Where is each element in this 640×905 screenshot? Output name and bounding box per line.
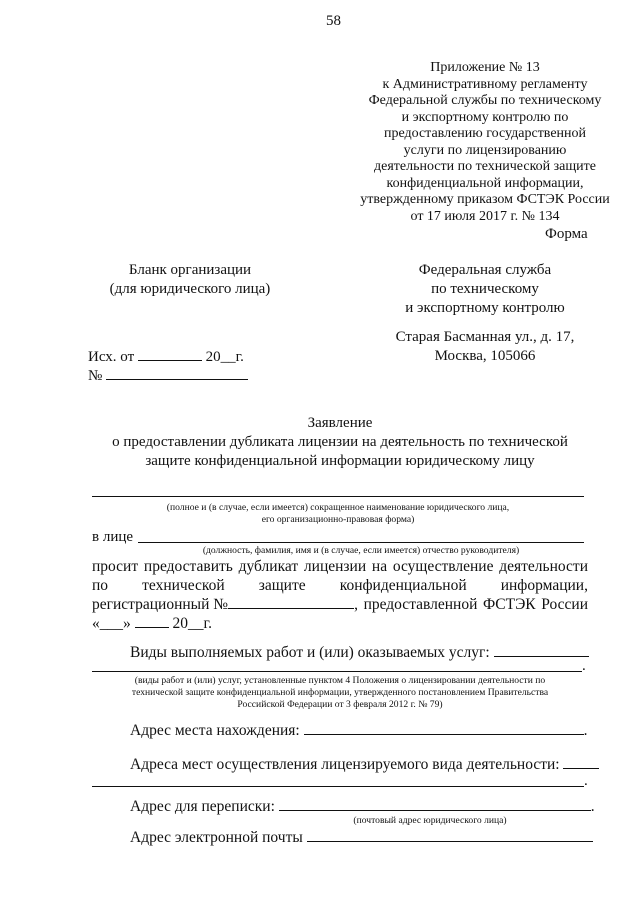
appendix-line: предоставлению государственной	[383, 126, 587, 141]
recipient-line: и экспортному контролю	[405, 300, 565, 316]
request-line2	[92, 576, 588, 595]
page-number: 58	[326, 13, 341, 29]
recipient-address-line: Москва, 105066	[434, 348, 536, 364]
date-month-field[interactable]	[135, 614, 169, 628]
reg-number-label: регистрационный №	[92, 596, 229, 613]
appendix-block	[340, 60, 630, 225]
caption-line: (виды работ и (или) услуг, установленные пунктом 4 Положения о лицензировании деятельности по	[134, 675, 546, 686]
recipient-block	[380, 261, 590, 366]
appendix-line: Федеральной службы по техническому	[368, 93, 602, 108]
title-line1: Заявление	[307, 415, 373, 431]
in-person-field[interactable]	[138, 542, 584, 543]
outgoing-number-prefix: №	[88, 368, 103, 384]
mail-row: Адрес для переписки: .	[130, 798, 595, 815]
recipient-address-line: Старая Басманная ул., д. 17,	[395, 329, 575, 345]
request-word: защите	[258, 577, 306, 594]
in-person-label: в лице	[92, 529, 134, 545]
location-label: Адрес места нахождения:	[130, 722, 300, 739]
date-year: 20__г.	[172, 615, 212, 632]
appendix-line: и экспортному контролю по	[401, 109, 569, 125]
caption-line: Российской Федерации от 3 февраля 2012 г. № 79)	[237, 699, 443, 710]
caption-line: его организационно-правовая форма)	[261, 514, 415, 525]
activity-row	[130, 755, 599, 774]
recipient-line: Федеральная служба	[418, 262, 552, 278]
outgoing-ref	[88, 347, 244, 367]
caption-line: (полное и (в случае, если имеется) сокращенное наименование юридического лица,	[166, 502, 510, 513]
request-line3-tail: , предоставленной ФСТЭК России	[354, 596, 588, 613]
request-word: технической	[142, 577, 225, 594]
title-line2: о предоставлении дубликата лицензии на деятельность по технической	[112, 434, 568, 450]
recipient-line: по техническому	[431, 281, 539, 297]
outgoing-date-field[interactable]	[138, 347, 202, 361]
location-row: Адрес места нахождения: .	[130, 722, 588, 739]
outgoing-year: 20__г.	[205, 349, 244, 365]
appendix-line: утвержденному приказом ФСТЭК России	[360, 192, 610, 207]
email-field[interactable]	[307, 828, 593, 842]
appendix-line: к Административному регламенту	[382, 76, 588, 92]
mail-label: Адрес для переписки:	[130, 798, 275, 815]
in-person-caption: (должность, фамилия, имя и (в случае, если имеется) отчество руководителя)	[202, 545, 520, 556]
org-blank	[85, 261, 295, 299]
outgoing-ref-prefix: Исх. от	[88, 349, 135, 365]
email-row	[130, 828, 593, 847]
appendix-line: конфиденциальной информации,	[386, 175, 584, 191]
works-field[interactable]	[494, 643, 589, 657]
activity-field[interactable]	[563, 755, 599, 769]
mail-caption: (почтовый адрес юридического лица)	[353, 815, 507, 826]
works-row	[130, 643, 589, 662]
caption-line: технической защите конфиденциальной информации, утвержденного постановлением Правительства	[131, 687, 549, 698]
activity-label: Адреса мест осуществления лицензируемого вида деятельности:	[130, 756, 560, 773]
mail-field[interactable]	[279, 797, 591, 811]
appendix-line: услуги по лицензированию	[403, 142, 567, 158]
org-name-caption	[92, 502, 584, 526]
outgoing-number	[88, 366, 248, 386]
works-label: Виды выполняемых работ и (или) оказываемых услуг:	[130, 644, 490, 661]
request-word: информации,	[500, 577, 588, 594]
works-field-line[interactable]	[92, 671, 582, 672]
appendix-line: деятельности по технической защите	[373, 159, 597, 174]
org-name-field[interactable]	[92, 496, 584, 497]
title-line3: защите конфиденциальной информации юридическому лицу	[145, 453, 535, 469]
email-label: Адрес электронной почты	[130, 829, 303, 846]
document-title	[60, 414, 620, 471]
request-line3	[92, 595, 588, 614]
date-day: «___»	[92, 615, 131, 632]
works-caption	[92, 675, 588, 711]
request-line1: просит предоставить дубликат лицензии на осуществление деятельности	[92, 558, 588, 575]
form-label: Форма	[545, 226, 588, 242]
location-field[interactable]	[304, 721, 584, 735]
request-word: по	[92, 577, 109, 594]
appendix-line: Приложение № 13	[430, 60, 540, 75]
appendix-line: от 17 июля 2017 г. № 134	[410, 208, 560, 224]
activity-field-line[interactable]	[92, 786, 584, 787]
org-blank-line2: (для юридического лица)	[109, 281, 271, 297]
org-blank-line1: Бланк организации	[128, 262, 252, 278]
request-word: конфиденциальной	[339, 577, 467, 594]
outgoing-number-field[interactable]	[106, 366, 248, 380]
reg-number-field[interactable]	[228, 595, 354, 609]
request-line4	[92, 614, 212, 633]
